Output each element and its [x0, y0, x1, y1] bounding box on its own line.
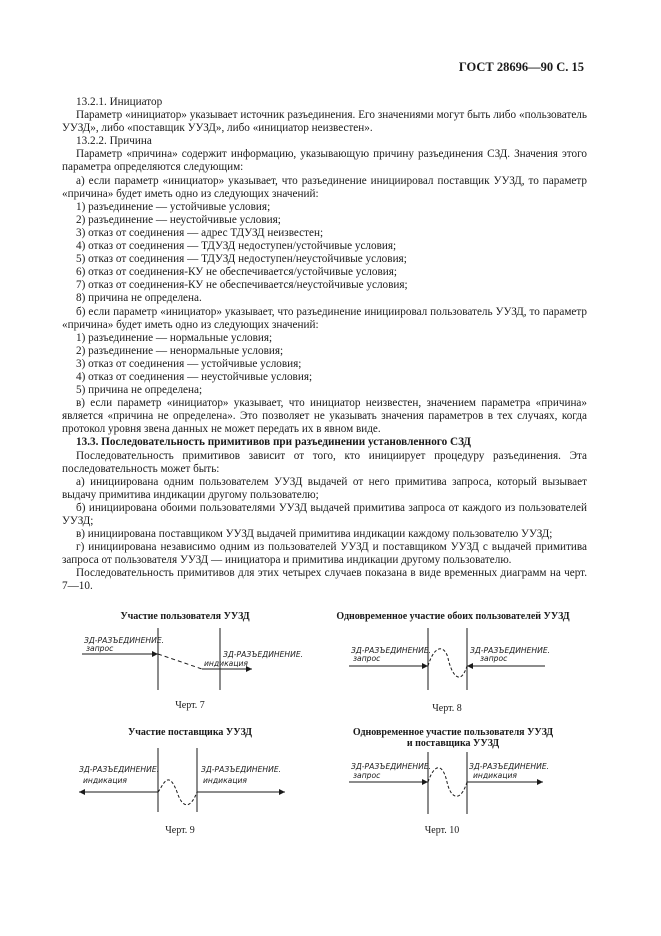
fig10-title-line2: и поставщика УУЗД: [406, 738, 500, 749]
fig8-right-label1: ЗД-РАЗЪЕДИНЕНИЕ.: [470, 646, 551, 655]
paragraph: в) инициирована поставщиком УУЗД выдачей примитива индикации каждому пользователю УУЗД;: [76, 528, 553, 541]
paragraph: 13.2.2. Причина: [76, 135, 152, 148]
fig7-left-label2: запрос: [86, 644, 114, 653]
paragraph: 3) отказ от соединения — устойчивые условия;: [76, 357, 302, 370]
paragraph: 4) отказ от соединения — неустойчивые условия;: [76, 370, 313, 383]
paragraph: 8) причина не определена.: [76, 292, 202, 305]
fig7-right-label1: ЗД-РАЗЪЕДИНЕНИЕ.: [223, 650, 304, 659]
fig9-right-label2: индикация: [203, 776, 247, 785]
fig8-right-label2: запрос: [480, 654, 508, 663]
paragraph: 1) разъединение — устойчивые условия;: [76, 200, 271, 213]
paragraph: 7) отказ от соединения-КУ не обеспечивается/неустойчивые условия;: [76, 279, 408, 292]
fig8-left-label2: запрос: [353, 654, 381, 663]
fig8-left-label1: ЗД-РАЗЪЕДИНЕНИЕ.: [351, 646, 432, 655]
paragraph: Последовательность примитивов зависит от того, кто инициирует процедуру разъединения. Эта последовательность может быть:: [62, 449, 587, 475]
paragraph: б) инициирована обоими пользователями УУЗД выдачей примитива запроса от каждого из пользователей УУЗД;: [62, 501, 587, 527]
fig8-title: Одновременное участие обоих пользователей УУЗД: [336, 611, 570, 622]
fig7-diagram: [80, 628, 320, 694]
paragraph: 13.2.1. Инициатор: [76, 96, 163, 108]
paragraph: 3) отказ от соединения — адрес ТДУЗД неизвестен;: [76, 226, 324, 239]
paragraph: в) если параметр «инициатор» указывает, что инициатор неизвестен, значением параметра «причина» является «причина не определена». Это позволяет не указывать значения параметров в тех случаях, когда протокол уровня звена данных не может передать их в явном виде.: [62, 397, 587, 436]
fig10-title-line1: Одновременное участие пользователя УУЗД: [352, 727, 554, 738]
fig9-title: Участие поставщика УУЗД: [127, 727, 253, 738]
paragraph: г) инициирована независимо одним из пользователей УУЗД и поставщиком УУЗД с выдачей примитива запроса от пользователя УУЗД — инициатора и примитива индикации другому пользователю.: [62, 541, 587, 567]
fig10-right-label2: индикация: [473, 771, 517, 780]
paragraph: 5) причина не определена;: [76, 384, 203, 397]
paragraph: 13.3. Последовательность примитивов при разъединении установленного СЗД: [76, 436, 471, 449]
fig10-diagram: [345, 752, 585, 818]
paragraph: б) если параметр «инициатор» указывает, что разъединение инициировал пользователь УУЗД, то параметр «причина» будет иметь одно из следующих значений:: [62, 305, 587, 331]
fig7-title: Участие пользователя УУЗД: [120, 611, 250, 622]
fig8-diagram: [345, 628, 585, 694]
fig7-left-label1: ЗД-РАЗЪЕДИНЕНИЕ.: [84, 636, 165, 645]
body-text: [62, 96, 587, 594]
paragraph: Параметр «причина» содержит информацию, указывающую причину разъединения СЗД. Значения этого параметра определяются следующим:: [62, 148, 587, 174]
fig10-left-label1: ЗД-РАЗЪЕДИНЕНИЕ.: [351, 762, 432, 771]
fig10-caption: Черт. 10: [424, 825, 460, 836]
paragraph: Последовательность примитивов для этих четырех случаев показана в виде временных диаграмм на черт. 7—10.: [62, 567, 587, 593]
paragraph: а) инициирована одним пользователем УУЗД выдачей от него примитива запроса, который вызывает выдачу примитива индикации другому пользователю;: [62, 475, 587, 501]
fig7-right-label2: индикация: [204, 659, 248, 668]
paragraph: 1) разъединение — нормальные условия;: [76, 331, 273, 344]
fig10-left-label2: запрос: [353, 771, 381, 780]
fig10-right-label1: ЗД-РАЗЪЕДИНЕНИЕ.: [469, 762, 550, 771]
paragraph: 4) отказ от соединения — ТДУЗД недоступен/устойчивые условия;: [76, 240, 397, 253]
paragraph: 2) разъединение — ненормальные условия;: [76, 344, 284, 357]
fig8-caption: Черт. 8: [432, 703, 462, 714]
fig9-diagram: [75, 748, 315, 818]
fig9-left-label1: ЗД-РАЗЪЕДИНЕНИЕ.: [79, 765, 160, 774]
fig9-caption: Черт. 9: [165, 825, 195, 836]
fig9-right-label1: ЗД-РАЗЪЕДИНЕНИЕ.: [201, 765, 282, 774]
paragraph: 2) разъединение — неустойчивые условия;: [76, 213, 281, 226]
page-header: ГОСТ 28696—90 С. 15: [458, 60, 584, 74]
paragraph: 5) отказ от соединения — ТДУЗД недоступен/неустойчивые условия;: [76, 253, 407, 266]
paragraph: а) если параметр «инициатор» указывает, что разъединение инициировал поставщик УУЗД, то параметр «причина» будет иметь одно из следующих значений:: [62, 174, 587, 200]
fig7-caption: Черт. 7: [175, 700, 205, 711]
paragraph: 6) отказ от соединения-КУ не обеспечивается/устойчивые условия;: [76, 266, 397, 279]
paragraph: Параметр «инициатор» указывает источник разъединения. Его значениями могут быть либо «пользователь УУЗД», либо «поставщик УУЗД», либо «инициатор неизвестен».: [62, 109, 587, 135]
fig9-left-label2: индикация: [83, 776, 127, 785]
